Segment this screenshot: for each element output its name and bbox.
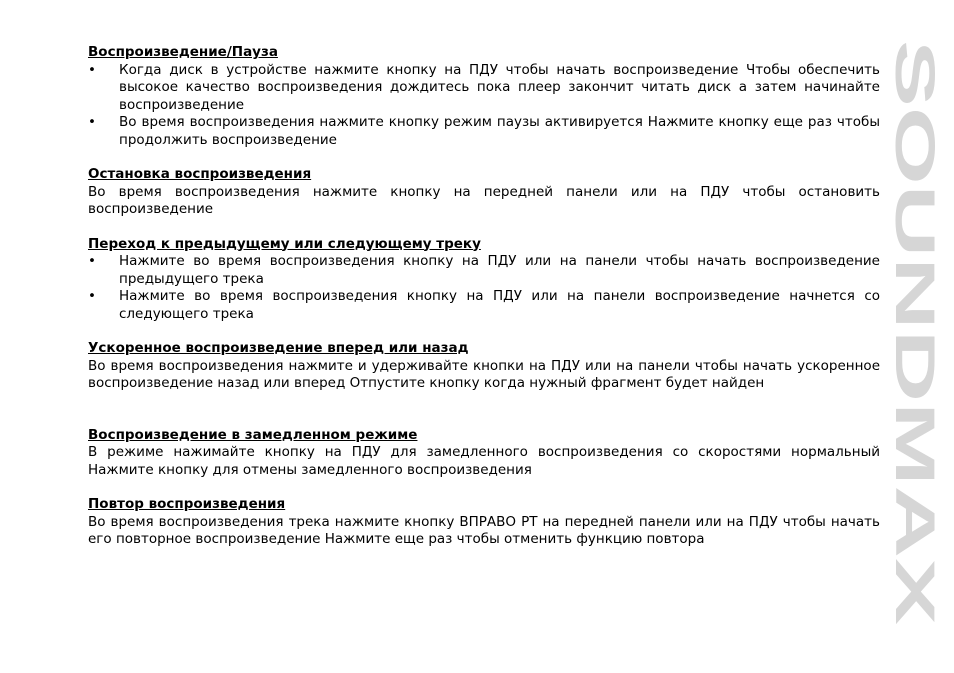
section-text: Во время воспроизведения трека нажмите кнопку ВПРАВО РТ на передней панели или на ПДУ чтобы начать его повторное воспроизведение Нажмите еще раз чтобы отменить функцию повтора — [88, 513, 880, 547]
bullet-list — [88, 62, 880, 150]
bullet-item: • Нажмите во время воспроизведения кнопку на ПДУ или на панели воспроизведение начнется со следующего трека — [88, 288, 880, 323]
section-title: Повтор воспроизведения — [88, 496, 286, 512]
section-title: Воспроизведение/Пауза — [88, 44, 278, 60]
section-title: Остановка воспроизведения — [88, 166, 312, 182]
bullet-item: • Когда диск в устройстве нажмите кнопку на ПДУ чтобы начать воспроизведение Чтобы обеспечить высокое качество воспроизведения дождитесь пока плеер закончит читать диск а затем начинайте воспроизведение — [88, 62, 880, 115]
bullet-item: • Во время воспроизведения нажмите кнопку режим паузы активируется Нажмите кнопку еще раз чтобы продолжить воспроизведение — [88, 114, 880, 149]
section-title: Воспроизведение в замедленном режиме — [88, 426, 418, 443]
section-play-pause — [88, 44, 880, 149]
brand-logo-svg — [884, 40, 947, 625]
section-text: Во время воспроизведения нажмите кнопку на передней панели или на ПДУ чтобы остановить воспроизведение — [88, 183, 880, 217]
brand-logo-text: SOUNDMAX — [884, 40, 947, 367]
section-slow-motion — [88, 427, 880, 480]
bullet-list — [88, 253, 880, 323]
section-title: Ускоренное воспроизведение вперед или назад — [88, 340, 469, 356]
section-track-skip — [88, 236, 880, 324]
section-text: Во время воспроизведения нажмите и удерживайте кнопки на ПДУ или на панели чтобы начать ускоренное воспроизведение назад или вперед Отпустите кнопку когда нужный фрагмент будет найден — [88, 357, 880, 391]
section-fast-forward — [88, 340, 880, 393]
bullet-item: • Нажмите во время воспроизведения кнопку на ПДУ или на панели чтобы начать воспроизведение предыдущего трека — [88, 253, 880, 288]
section-text: В режиме нажимайте кнопку на ПДУ для замедленного воспроизведения со скоростями нормальный Нажмите кнопку для отмены замедленного воспроизведения — [88, 444, 880, 478]
section-repeat — [88, 496, 880, 549]
manual-page-content — [88, 44, 880, 566]
brand-logo — [884, 40, 947, 625]
section-stop — [88, 166, 880, 219]
section-title: Переход к предыдущему или следующему треку — [88, 235, 481, 252]
